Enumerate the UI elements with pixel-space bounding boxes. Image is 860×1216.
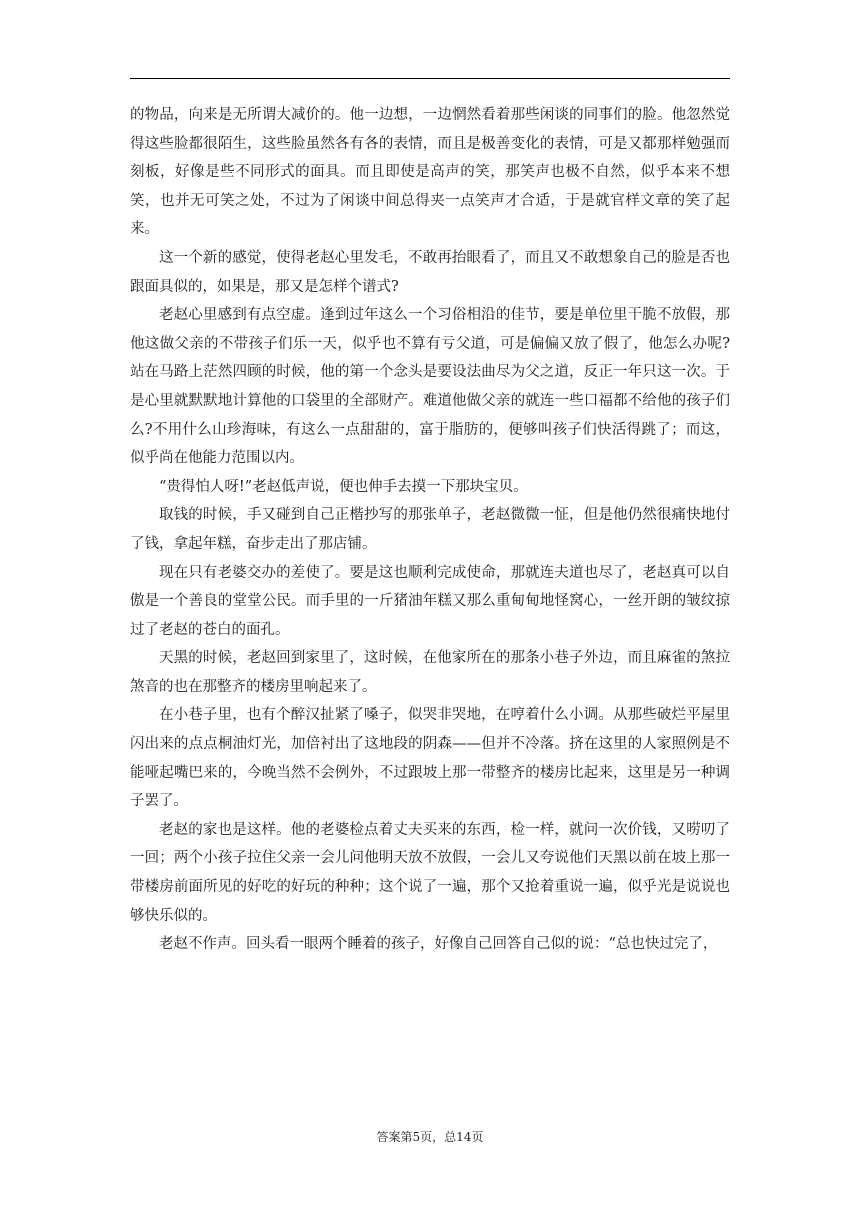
paragraph-4: “贵得怕人呀!”老赵低声说，便也伸手去摸一下那块宝贝。 <box>159 478 528 495</box>
document-body <box>130 101 730 959</box>
paragraph-3: 老赵心里感到有点空虚。逢到过年这么一个习俗相沿的佳节，要是单位里干脆不放假，那他这做父亲的不带孩子们乐一天，似乎也不算有亏父道，可是偏偏又放了假了，他怎么办呢?站在马路上茫然四顾的时候，他的第一个念头是要设法曲尽为父之道，反正一年只这一次。于是心里就默默地计算他的口袋里的全部财产。难道他做父亲的就连一些口福都不给他的孩子们么?不用什么山珍海味，有这么一点甜甜的，富于脂肪的，便够叫孩子们快活得跳了；而这，似乎尚在他能力范围以内。 <box>130 307 730 467</box>
paragraph-10: 老赵不作声。回头看一眼两个睡着的孩子，好像自己回答自己似的说：“总也快过完了， <box>159 936 718 953</box>
paragraph-9: 老赵的家也是这样。他的老婆检点着丈夫买来的东西，检一样，就问一次价钱，又唠叨了一回；两个小孩子拉住父亲一会儿问他明天放不放假，一会儿又夸说他们天黑以前在坡上那一带楼房前面所见的好吃的好玩的种种；这个说了一遍，那个又抢着重说一遍，似乎光是说说也够快乐似的。 <box>130 821 730 924</box>
paragraph-7: 天黑的时候，老赵回到家里了，这时候，在他家所在的那条小巷子外边，而且麻雀的煞拉煞音的也在那整齐的楼房里响起来了。 <box>130 650 730 695</box>
paragraph-2: 这一个新的感觉，使得老赵心里发毛，不敢再抬眼看了，而且又不敢想象自己的脸是否也跟面具似的，如果是，那又是怎样个谱式? <box>130 249 730 295</box>
header-rule <box>130 78 730 79</box>
paragraph-6: 现在只有老婆交办的差使了。要是这也顺利完成使命，那就连夫道也尽了，老赵真可以自傲是一个善良的堂堂公民。而手里的一斤猪油年糕又那么重甸甸地怪窝心，一丝开朗的皱纹掠过了老赵的苍白的面孔。 <box>130 564 730 638</box>
paragraph-1: 的物品，向来是无所谓大减价的。他一边想，一边惘然看着那些闲谈的同事们的脸。他忽然觉得这些脸都很陌生，这些脸虽然各有各的表情，而且是极善变化的表情，可是又都那样勉强而刻板，好像是些不同形式的面具。而且即使是高声的笑，那笑声也极不自然，似乎本来不想笑，也并无可笑之处，不过为了闲谈中间总得夹一点笑声才合适，于是就官样文章的笑了起来。 <box>130 107 730 238</box>
paragraph-5: 取钱的时候，手又碰到自己正楷抄写的那张单子，老赵微微一怔，但是他仍然很痛快地付了钱，拿起年糕，奋步走出了那店铺。 <box>130 507 730 552</box>
page-footer: 答案第5页，总14页 <box>376 1130 484 1144</box>
paragraph-8: 在小巷子里，也有个醉汉扯紧了嗓子，似哭非哭地，在哼着什么小调。从那些破烂平屋里闪出来的点点桐油灯光，加倍衬出了这地段的阴森——但并不冷落。挤在这里的人家照例是不能哑起嘴巴来的，今晚当然不会例外，不过跟坡上那一带整齐的楼房比起来，这里是另一种调子罢了。 <box>130 707 730 810</box>
